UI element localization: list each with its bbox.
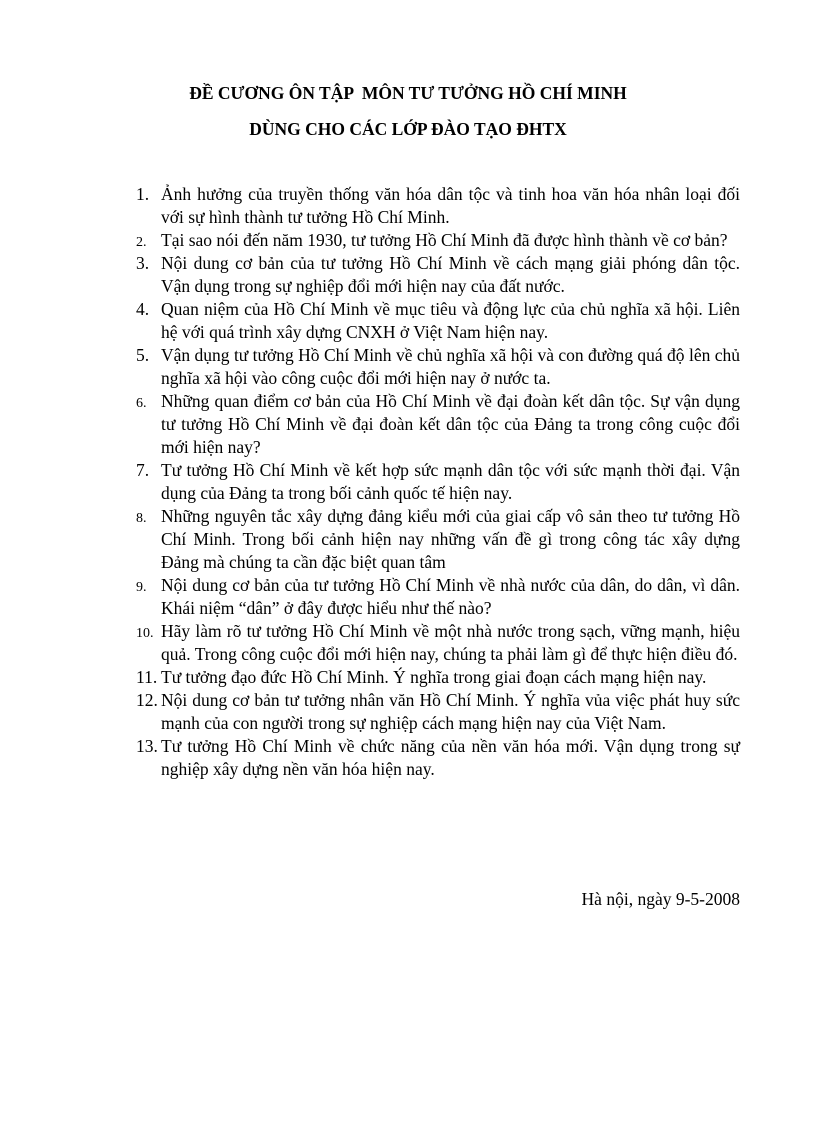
question-text: Nội dung cơ bản tư tưởng nhân văn Hồ Chí Minh. Ý nghĩa vủa việc phát huy sức mạnh của con người trong sự nghiệp cách mạng hiện nay của Việt Nam.: [161, 690, 740, 733]
question-item: [136, 574, 740, 620]
question-item: [136, 252, 740, 298]
question-number: 4.: [136, 299, 150, 319]
question-text: Tư tưởng đạo đức Hồ Chí Minh. Ý nghĩa trong giai đoạn cách mạng hiện nay.: [161, 667, 707, 687]
question-number: 13.: [136, 736, 158, 756]
question-item: [136, 459, 740, 505]
question-text: Những nguyên tắc xây dựng đảng kiểu mới của giai cấp vô sản theo tư tưởng Hồ Chí Minh. Trong bối cảnh hiện nay những vấn đề gì trong công tác xây dựng Đảng mà chúng ta cần đặc biệt quan tâm: [161, 506, 740, 572]
question-item: [136, 344, 740, 390]
question-item: [136, 620, 740, 666]
question-item: [136, 183, 740, 229]
question-item: [136, 735, 740, 781]
question-item: [136, 666, 740, 689]
question-number: 7.: [136, 460, 150, 480]
document-subtitle: DÙNG CHO CÁC LỚP ĐÀO TẠO ĐHTX: [249, 119, 567, 139]
question-text: Tư tưởng Hồ Chí Minh về chức năng của nền văn hóa mới. Vận dụng trong sự nghiệp xây dựng nền văn hóa hiện nay.: [161, 736, 740, 779]
question-number: 5.: [136, 345, 150, 365]
question-number: 8.: [136, 511, 147, 526]
question-text: Nội dung cơ bản của tư tưởng Hồ Chí Minh về cách mạng giải phóng dân tộc. Vận dụng trong sự nghiệp đổi mới hiện nay của đất nước.: [161, 253, 740, 296]
question-number: 6.: [136, 396, 147, 411]
question-number: 2.: [136, 235, 147, 250]
question-number: 12.: [136, 690, 158, 710]
question-number: 11.: [136, 667, 158, 687]
question-item: [136, 505, 740, 574]
question-text: Ảnh hưởng của truyền thống văn hóa dân tộc và tinh hoa văn hóa nhân loại đối với sự hình thành tư tưởng Hồ Chí Minh.: [161, 184, 740, 227]
question-number: 10.: [136, 626, 154, 641]
question-item: [136, 390, 740, 459]
question-text: Quan niệm của Hồ Chí Minh về mục tiêu và động lực của chủ nghĩa xã hội. Liên hệ với quá trình xây dựng CNXH ở Việt Nam hiện nay.: [161, 299, 740, 342]
question-number: 1.: [136, 184, 150, 204]
question-list: [136, 183, 740, 781]
question-item: [136, 689, 740, 735]
question-text: Tại sao nói đến năm 1930, tư tưởng Hồ Chí Minh đã được hình thành về cơ bản?: [161, 230, 728, 250]
document-date: Hà nội, ngày 9-5-2008: [581, 889, 740, 909]
document-title: ĐỀ CƯƠNG ÔN TẬP MÔN TƯ TƯỞNG HỒ CHÍ MINH: [189, 83, 627, 103]
question-number: 9.: [136, 580, 147, 595]
question-text: Tư tưởng Hồ Chí Minh về kết hợp sức mạnh dân tộc với sức mạnh thời đại. Vận dụng của Đảng ta trong bối cảnh quốc tế hiện nay.: [161, 460, 740, 503]
question-text: Những quan điểm cơ bản của Hồ Chí Minh về đại đoàn kết dân tộc. Sự vận dụng tư tưởng Hồ Chí Minh về đại đoàn kết dân tộc của Đảng ta trong công cuộc đổi mới hiện nay?: [161, 391, 740, 457]
question-number: 3.: [136, 253, 150, 273]
question-item: [136, 298, 740, 344]
question-text: Nội dung cơ bản của tư tưởng Hồ Chí Minh về nhà nước của dân, do dân, vì dân. Khái niệm “dân” ở đây được hiểu như thế nào?: [161, 575, 740, 618]
question-text: Vận dụng tư tưởng Hồ Chí Minh về chủ nghĩa xã hội và con đường quá độ lên chủ nghĩa xã hội vào công cuộc đổi mới hiện nay ở nước ta.: [161, 345, 740, 388]
question-item: [136, 229, 740, 252]
question-text: Hãy làm rõ tư tưởng Hồ Chí Minh về một nhà nước trong sạch, vững mạnh, hiệu quả. Trong công cuộc đổi mới hiện nay, chúng ta phải làm gì để thực hiện điều đó.: [161, 621, 740, 664]
